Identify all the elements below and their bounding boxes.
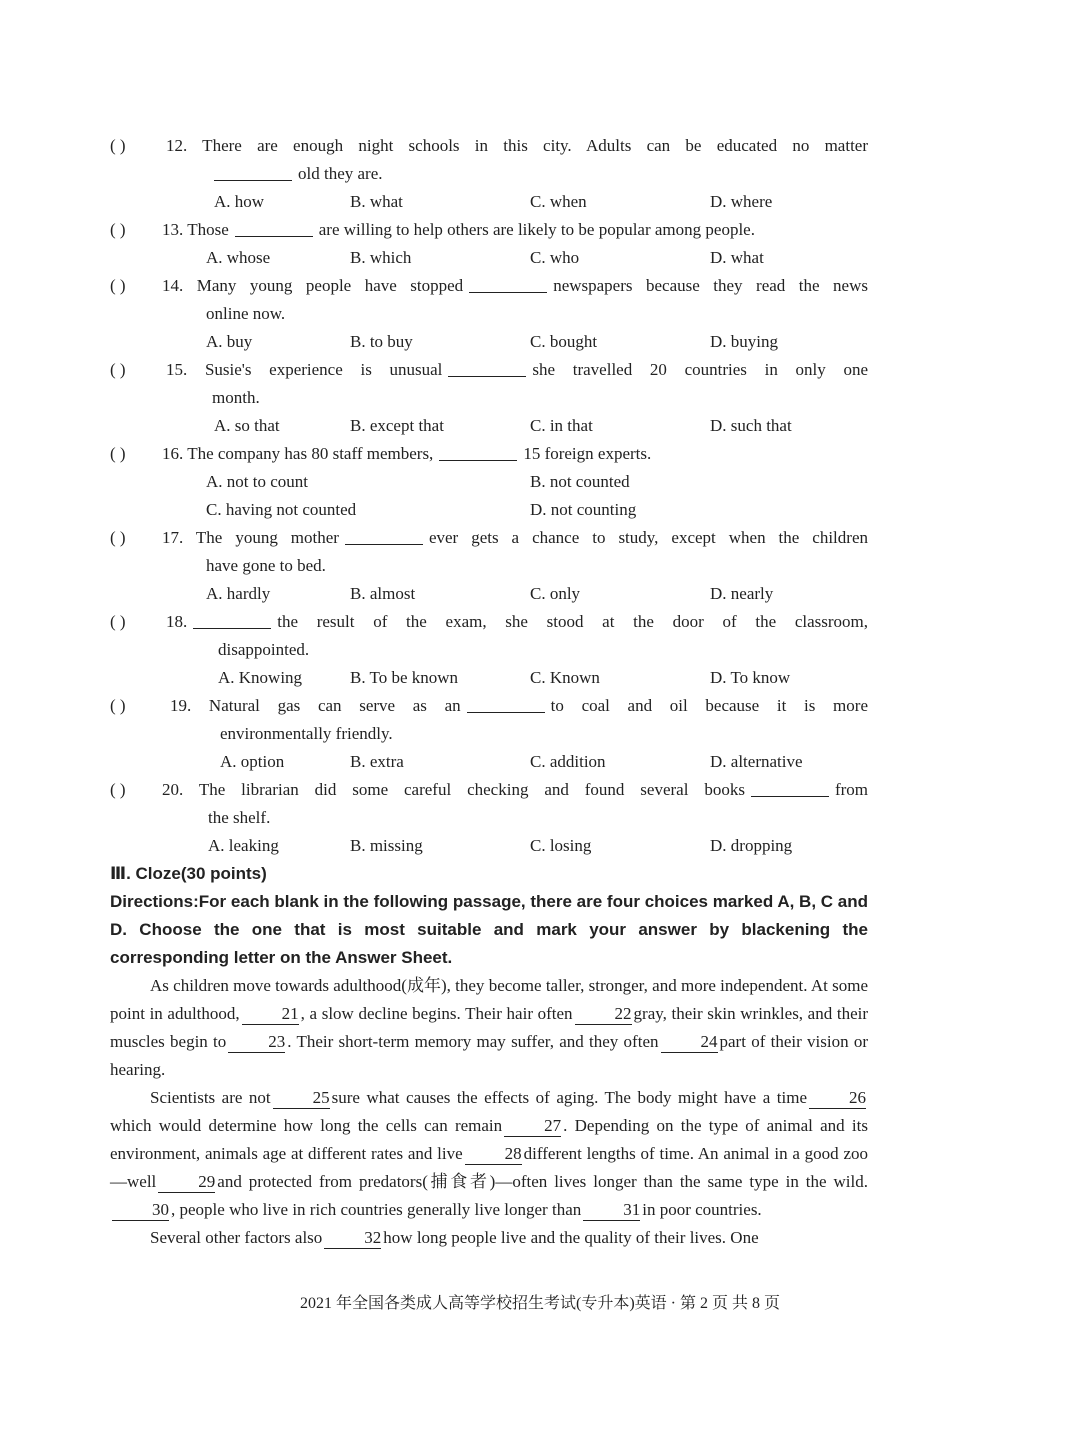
section-title: Ⅲ. Cloze(30 points) (110, 864, 267, 883)
option-b: B. which (350, 248, 412, 267)
cloze-blank-27: 27 (504, 1116, 561, 1137)
passage-text: in poor countries. (642, 1200, 762, 1219)
cloze-blank-30: 30 (112, 1200, 169, 1221)
option-b: B. except that (350, 416, 444, 435)
question-13 (110, 216, 868, 272)
option-b: B. what (350, 192, 403, 211)
answer-paren[interactable]: ( ) (110, 136, 126, 155)
option-b: B. To be known (350, 668, 459, 687)
option-c: C. only (530, 584, 581, 603)
option-d: D. where (710, 192, 773, 211)
answer-paren[interactable]: ( ) (110, 360, 126, 379)
cloze-blank-23: 23 (228, 1032, 285, 1053)
question-stem-cont: the shelf. (208, 808, 271, 827)
question-16 (110, 440, 868, 524)
question-stem: 16. The company has 80 staff members, 15 foreign experts. (162, 444, 652, 463)
answer-paren[interactable]: ( ) (110, 612, 126, 631)
answer-paren[interactable]: ( ) (110, 696, 126, 715)
passage-text: As children move towards adulthood(成年), they become taller, stronger, and more independent. At some point in adulthood, (110, 976, 868, 1023)
answer-blank (448, 359, 526, 377)
passage-text: which would determine how long the cells can remain (110, 1116, 503, 1135)
passage-text: , a slow decline begins. Their hair often (300, 1004, 573, 1023)
cloze-blank-31: 31 (583, 1200, 640, 1221)
option-d: D. To know (710, 668, 791, 687)
question-stem: 15. Susie's experience is unusual she travelled 20 countries in only one (166, 360, 868, 379)
option-a: A. hardly (206, 584, 271, 603)
passage-paragraph-3 (110, 1224, 868, 1252)
passage-text: Scientists are not (150, 1088, 271, 1107)
answer-blank (439, 443, 517, 461)
exam-page (110, 132, 868, 1252)
cloze-passage (110, 972, 868, 1252)
passage-text: how long people live and the quality of their lives. One (383, 1228, 759, 1247)
question-stem: 17. The young mother ever gets a chance to study, except when the children (162, 528, 868, 547)
option-c: C. Known (530, 668, 600, 687)
answer-paren[interactable]: ( ) (110, 528, 126, 547)
option-c: C. in that (530, 416, 593, 435)
option-c: C. when (530, 192, 587, 211)
answer-paren[interactable]: ( ) (110, 780, 126, 799)
cloze-blank-32: 32 (324, 1228, 381, 1249)
cloze-blank-24: 24 (661, 1032, 718, 1053)
option-d: D. nearly (710, 584, 774, 603)
question-15 (110, 356, 868, 440)
cloze-blank-22: 22 (575, 1004, 632, 1025)
passage-text: . Their short-term memory may suffer, and they often (287, 1032, 659, 1051)
question-20 (110, 776, 868, 860)
question-stem-cont: month. (212, 388, 260, 407)
passage-paragraph-2 (110, 1084, 868, 1224)
cloze-blank-25: 25 (273, 1088, 330, 1109)
passage-text: Several other factors also (150, 1228, 323, 1247)
answer-blank (345, 527, 423, 545)
option-d: D. such that (710, 416, 792, 435)
question-stem-cont: old they are. (298, 164, 383, 183)
question-stem-cont: online now. (206, 304, 286, 323)
cloze-blank-21: 21 (242, 1004, 299, 1025)
answer-paren[interactable]: ( ) (110, 220, 126, 239)
passage-text: sure what causes the effects of aging. The body might have a time (331, 1088, 807, 1107)
question-stem-cont: disappointed. (218, 640, 310, 659)
option-d: D. not counting (530, 500, 637, 519)
section-directions: Directions:For each blank in the following passage, there are four choices marked A, B, C and D. Choose the one that is most suitable and mark your answer by blackening the corresponding letter on the Answer Sheet. (110, 892, 868, 967)
option-b: B. to buy (350, 332, 413, 351)
question-19 (110, 692, 868, 776)
option-a: A. leaking (208, 836, 279, 855)
option-d: D. alternative (710, 752, 803, 771)
option-c: C. having not counted (206, 500, 357, 519)
option-b: B. not counted (530, 472, 630, 491)
answer-blank (235, 219, 313, 237)
question-stem: 14. Many young people have stopped newspapers because they read the news (162, 276, 868, 295)
cloze-blank-26: 26 (809, 1088, 866, 1109)
passage-text: gray, their skin wrinkles, and their muscles begin to (110, 1004, 869, 1051)
passage-text: part of their vision or hearing. (110, 1032, 868, 1079)
option-c: C. addition (530, 752, 606, 771)
page-footer: 2021 年全国各类成人高等学校招生考试(专升本)英语 · 第 2 页 共 8 页 (300, 1295, 780, 1312)
option-b: B. missing (350, 836, 423, 855)
option-c: C. who (530, 248, 580, 267)
passage-text: , people who live in rich countries generally live longer than (171, 1200, 582, 1219)
answer-blank (193, 611, 271, 629)
option-a: A. option (220, 752, 285, 771)
answer-blank (751, 779, 829, 797)
option-a: A. Knowing (218, 668, 303, 687)
option-b: B. almost (350, 584, 416, 603)
answer-blank (467, 695, 545, 713)
option-b: B. extra (350, 752, 404, 771)
answer-blank (469, 275, 547, 293)
option-d: D. buying (710, 332, 778, 351)
option-a: A. whose (206, 248, 271, 267)
question-stem: 20. The librarian did some careful checking and found several books from (162, 780, 868, 799)
cloze-blank-29: 29 (158, 1172, 215, 1193)
option-d: D. what (710, 248, 764, 267)
passage-paragraph-1 (110, 972, 868, 1084)
passage-text: and protected from predators(捕食者)—often lives longer than the same type in the wild. (217, 1172, 868, 1191)
passage-text: different lengths of time. An animal in a good zoo—well (110, 1144, 868, 1191)
option-a: A. how (214, 192, 265, 211)
option-a: A. not to count (206, 472, 308, 491)
question-12 (110, 132, 868, 216)
question-stem: 18. the result of the exam, she stood at the door of the classroom, (166, 612, 868, 631)
answer-paren[interactable]: ( ) (110, 444, 126, 463)
question-stem: 19. Natural gas can serve as an to coal and oil because it is more (170, 696, 868, 715)
option-c: C. losing (530, 836, 592, 855)
option-d: D. dropping (710, 836, 793, 855)
option-c: C. bought (530, 332, 598, 351)
question-stem: 13. Those are willing to help others are likely to be popular among people. (162, 220, 755, 239)
question-18 (110, 608, 868, 692)
option-a: A. so that (214, 416, 280, 435)
question-stem: 12. There are enough night schools in this city. Adults can be educated no matter (166, 136, 868, 155)
cloze-blank-28: 28 (465, 1144, 522, 1165)
question-stem-cont: environmentally friendly. (220, 724, 393, 743)
answer-paren[interactable]: ( ) (110, 276, 126, 295)
passage-text: . Depending on the type of animal and its environment, animals age at different rates and live (110, 1116, 868, 1163)
question-stem-cont: have gone to bed. (206, 556, 326, 575)
question-14 (110, 272, 868, 356)
option-a: A. buy (206, 332, 253, 351)
question-17 (110, 524, 868, 608)
answer-blank (214, 163, 292, 181)
